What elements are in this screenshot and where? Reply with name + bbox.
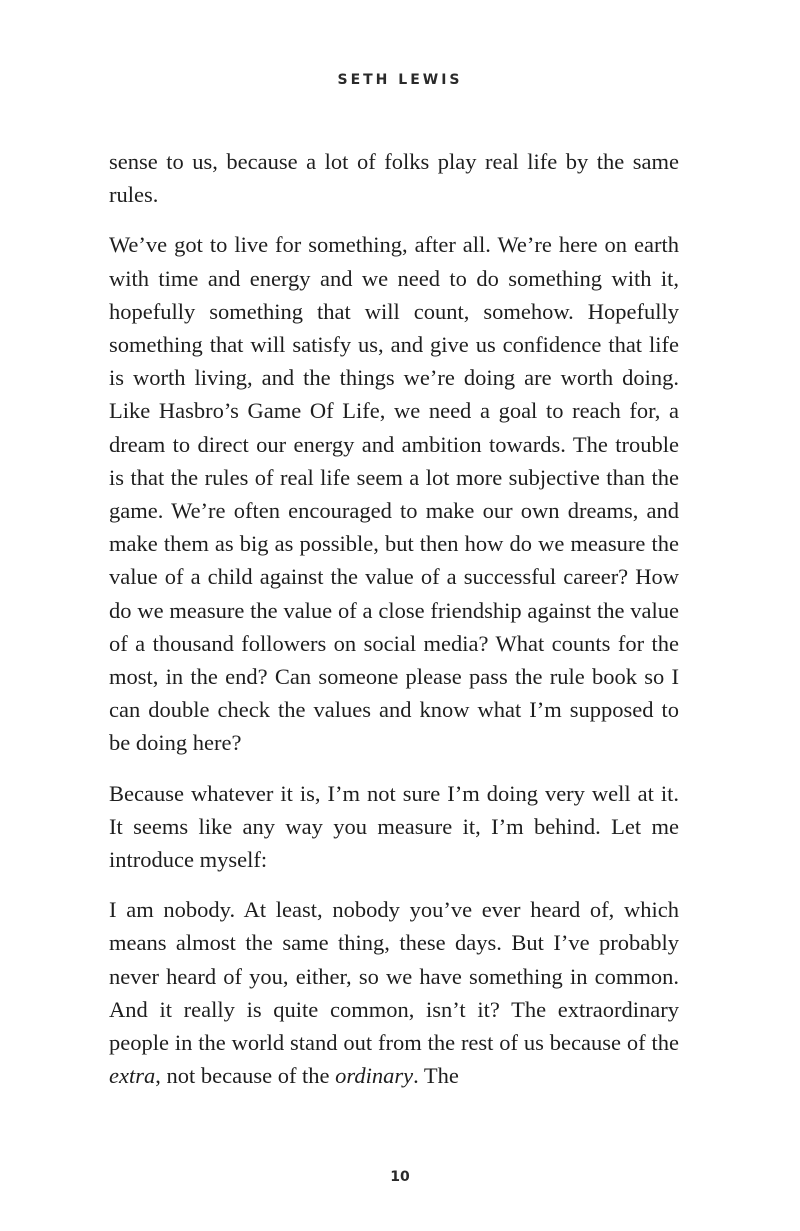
paragraph: sense to us, because a lot of folks play real life by the same rules. [109, 149, 679, 208]
emphasis-ordinary: ordinary [335, 1063, 414, 1089]
paragraph: Because whatever it is, I’m not sure I’m doing very well at it. It seems like any way you measure it, I’m behind. Let me introduce myself: [109, 780, 679, 873]
emphasis-extra: extra [109, 1063, 156, 1089]
body-text [109, 145, 679, 1092]
running-head: SETH LEWIS [337, 72, 463, 88]
text-run: . The [413, 1063, 459, 1089]
page-number: 10 [390, 1169, 410, 1185]
text-run: , not because of the [155, 1063, 336, 1089]
paragraph [109, 893, 679, 1092]
text-run: I am nobody. At least, nobody you’ve ever heard of, which means almost the same thing, these days. But I’ve probably never heard of you, either, so we have something in common. And it really is quite common, isn’t it? The extraordinary people in the world stand out from the rest of us because of the [109, 897, 679, 1056]
paragraph: We’ve got to live for something, after all. We’re here on earth with time and energy and we need to do something with it, hopefully something that will count, somehow. Hopefully something that will satisfy us, and give us confidence that life is worth living, and the things we’re doing are worth doing. Like Hasbro’s Game Of Life, we need a goal to reach for, a dream to direct our energy and ambition towards. The trouble is that the rules of real life seem a lot more subjective than the game. We’re often encouraged to make our own dreams, and make them as big as possible, but then how do we measure the value of a child against the value of a successful career? How do we measure the value of a close friendship against the value of a thousand followers on social media? What counts for the most, in the end? Can someone please pass the rule book so I can double check the values and know what I’m supposed to be doing here? [109, 232, 679, 756]
